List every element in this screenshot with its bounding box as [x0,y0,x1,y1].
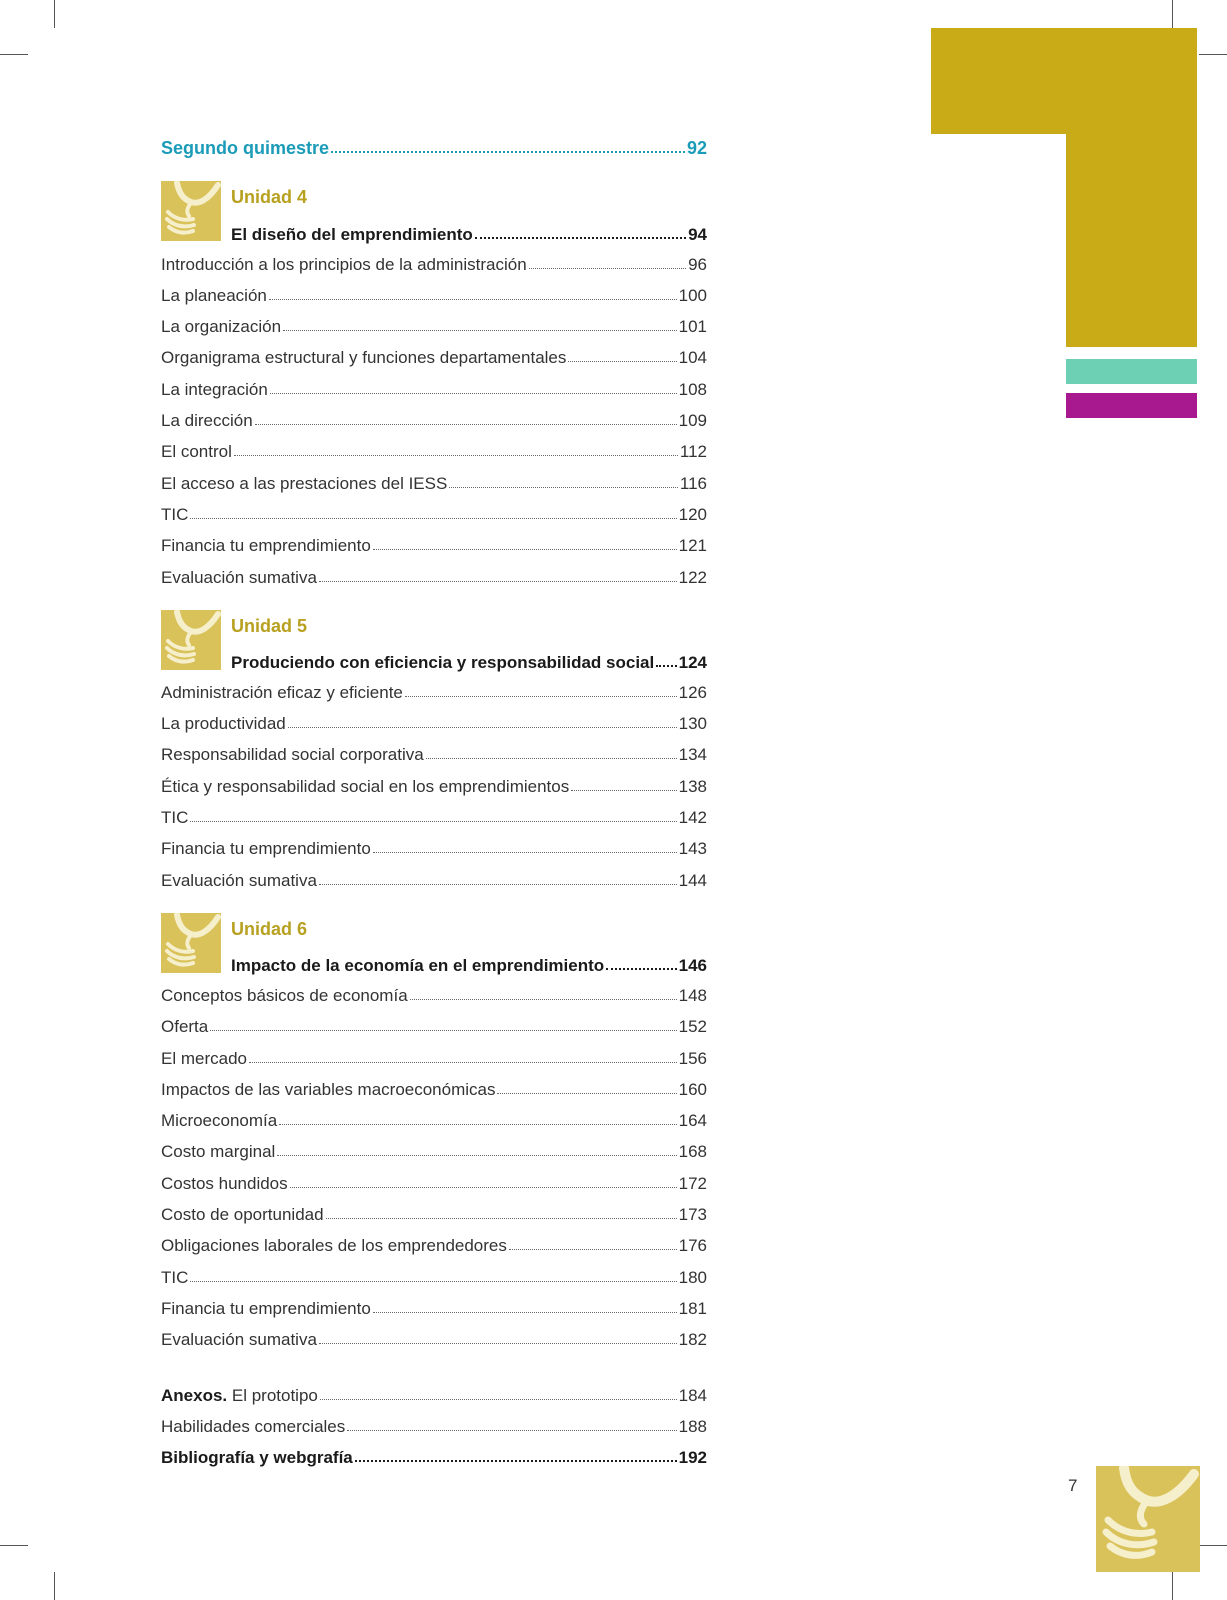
toc-entry[interactable] [161,1037,707,1068]
dot-leader [571,790,676,791]
toc-entry-title: La organización [161,317,282,337]
dot-leader [190,518,676,519]
toc-entry-page: 100 [678,285,707,305]
toc-unit-title[interactable] [231,213,707,244]
dot-leader [190,821,676,822]
dot-leader [568,361,676,362]
dot-leader [331,151,685,153]
toc-entry-page: 188 [678,1416,707,1436]
toc-entry-page: 134 [678,745,707,765]
toc-entry-title: Costo marginal [161,1142,276,1162]
toc-entry-page: 121 [678,536,707,556]
dot-leader [656,665,676,667]
toc-entry-page: 122 [678,567,707,587]
teal-bar [1066,359,1197,384]
dot-leader [529,268,686,269]
toc-entry-page: 108 [678,379,707,399]
toc-entry-title: La planeación [161,285,267,305]
toc-entry-title: Conceptos básicos de economía [161,985,408,1005]
dot-leader [410,999,677,1000]
toc-entry-title: La integración [161,379,268,399]
toc-entry-page: 192 [678,1448,707,1468]
dot-leader [277,1155,676,1156]
dot-leader [270,393,677,394]
toc-entry[interactable] [161,1319,707,1350]
dot-leader [288,727,677,728]
dot-leader [347,1430,676,1431]
toc-entry-title: Evaluación sumativa [161,567,317,587]
toc-entry-page: 101 [678,317,707,337]
toc-entry-page: 92 [686,138,707,159]
hand-icon [161,181,221,241]
toc-entry-page: 152 [678,1017,707,1037]
dot-leader [355,1460,677,1462]
toc-entry-page: 116 [679,473,707,493]
crop-mark [54,0,55,28]
unit-label: Unidad 4 [231,187,308,208]
toc-entry[interactable] [161,494,707,525]
toc-entry-habilidades[interactable] [161,1406,707,1437]
toc-entry-page: 96 [688,254,707,274]
toc-entry-page: 182 [678,1330,707,1350]
unit-6-header [161,913,707,975]
dot-leader [249,1062,677,1063]
toc-entry[interactable] [161,1131,707,1162]
unit-4-header [161,181,707,243]
toc-entry[interactable] [161,400,707,431]
dot-leader [319,581,677,582]
toc-entry-title: Evaluación sumativa [161,1330,317,1350]
toc-entry-title: Financia tu emprendimiento [161,839,371,859]
toc-entry-title: Introducción a los principios de la administración [161,254,527,274]
unit-label: Unidad 5 [231,615,308,636]
toc-entry[interactable] [161,859,707,890]
toc-entry[interactable] [161,1100,707,1131]
dot-leader [326,1218,677,1219]
crop-mark [1172,1572,1173,1600]
toc-entry-title: Evaluación sumativa [161,870,317,890]
toc-entry[interactable] [161,1194,707,1225]
toc-entry-title: Costo de oportunidad [161,1205,324,1225]
toc-entry-page: 156 [678,1048,707,1068]
crop-mark [0,1545,28,1546]
dot-leader [255,424,677,425]
dot-leader [279,1124,676,1125]
toc-entry-page: 172 [678,1173,707,1193]
toc-entry[interactable] [161,1069,707,1100]
toc-entry[interactable] [161,828,707,859]
toc-entry-page: 148 [678,985,707,1005]
toc-entry-title: Organigrama estructural y funciones departamentales [161,348,567,368]
gold-vertical-bar [1066,134,1197,347]
toc-entry-page: 126 [678,682,707,702]
toc-entry-title: El diseño del emprendimiento [231,224,473,244]
anexos-title: El prototipo [231,1385,318,1405]
toc-entry-page: 112 [679,442,707,462]
toc-entry-title: TIC [161,808,189,828]
toc-entry-page: 184 [678,1385,707,1405]
dot-leader [373,1312,677,1313]
toc-entry[interactable] [161,797,707,828]
toc-entry-title: Costos hundidos [161,1173,288,1193]
toc-entry[interactable] [161,337,707,368]
toc-entry-page: 124 [678,652,707,672]
toc-entry-title: Impactos de las variables macroeconómicas [161,1079,496,1099]
hand-icon [161,913,221,973]
anexos-label: Anexos. [161,1385,228,1405]
toc-entry[interactable] [161,1006,707,1037]
toc-entry-page: 164 [678,1111,707,1131]
dot-leader [320,1399,677,1400]
page-number: 7 [1068,1476,1078,1495]
unit-label: Unidad 6 [231,918,308,939]
toc-entry[interactable] [161,306,707,337]
toc-entry[interactable] [161,243,707,274]
crop-mark [1172,0,1173,28]
toc-entry[interactable] [161,672,707,703]
toc-entry-page: 168 [678,1142,707,1162]
corner-hand-icon [1096,1466,1200,1572]
hand-icon [161,610,221,670]
unit-5-header [161,610,707,672]
toc-entry-page: 142 [678,808,707,828]
dot-leader [373,549,677,550]
crop-mark [0,54,28,55]
toc-entry-title: Bibliografía y webgrafía [161,1448,353,1468]
toc-entry-title: El acceso a las prestaciones del IESS [161,473,448,493]
toc-entry-title: Financia tu emprendimiento [161,1298,371,1318]
magenta-bar [1066,393,1197,418]
toc-entry-title: Habilidades comerciales [161,1416,346,1436]
crop-mark [54,1572,55,1600]
toc-entry[interactable] [161,734,707,765]
dot-leader [509,1249,677,1250]
toc-entry[interactable] [161,431,707,462]
toc-entry-page: 144 [678,870,707,890]
toc-entry-page: 104 [678,348,707,368]
toc-entry-bibliografia[interactable] [161,1437,707,1468]
toc-entry-title: Administración eficaz y eficiente [161,682,403,702]
dot-leader [210,1030,676,1031]
toc-entry-anexos[interactable] [161,1374,707,1405]
toc-unit-title[interactable] [231,642,707,673]
dot-leader [190,1281,676,1282]
toc-entry-title: TIC [161,504,189,524]
toc-unit-title[interactable] [231,945,707,976]
toc-entry[interactable] [161,765,707,796]
dot-leader [234,455,678,456]
toc-entry-title: La productividad [161,714,286,734]
toc-entry-page: 146 [678,955,707,975]
toc-entry-title: Oferta [161,1017,209,1037]
toc-entry-page: 180 [678,1267,707,1287]
toc-entry-title: Microeconomía [161,1111,278,1131]
dot-leader [319,1343,677,1344]
toc-entry[interactable] [161,1288,707,1319]
toc-entry[interactable] [161,703,707,734]
dot-leader [497,1093,676,1094]
dot-leader [426,758,677,759]
toc-entry-page: 160 [678,1079,707,1099]
dot-leader [606,968,676,970]
toc-entry-page: 120 [678,504,707,524]
toc-entry-title: Segundo quimestre [161,138,330,159]
table-of-contents [161,128,707,1468]
toc-entry-page: 138 [678,776,707,796]
dot-leader [290,1187,677,1188]
toc-entry-title: Obligaciones laborales de los emprendedores [161,1236,507,1256]
toc-entry-title: El control [161,442,232,462]
dot-leader [319,884,677,885]
toc-entry[interactable] [161,1162,707,1193]
toc-entry-title: Produciendo con eficiencia y responsabilidad social [231,652,655,672]
toc-entry[interactable] [161,1225,707,1256]
toc-entry-page: 173 [678,1205,707,1225]
toc-entry-title: El mercado [161,1048,247,1068]
toc-entry[interactable] [161,525,707,556]
toc-entry-page: 176 [678,1236,707,1256]
gold-header-bar [931,28,1197,134]
toc-entry-page: 143 [678,839,707,859]
dot-leader [269,299,677,300]
dot-leader [283,330,677,331]
toc-entry[interactable] [161,462,707,493]
dot-leader [405,696,677,697]
dot-leader [373,852,677,853]
toc-entry[interactable] [161,556,707,587]
toc-entry-title: TIC [161,1267,189,1287]
toc-entry-title: Responsabilidad social corporativa [161,745,424,765]
toc-entry-title: Impacto de la economía en el emprendimiento [231,955,605,975]
toc-entry-page: 130 [678,714,707,734]
toc-entry-title [161,1386,318,1406]
toc-entry-title: Financia tu emprendimiento [161,536,371,556]
toc-entry[interactable] [161,975,707,1006]
dot-leader [449,487,678,488]
toc-entry-title: Ética y responsabilidad social en los emprendimientos [161,776,570,796]
toc-entry[interactable] [161,275,707,306]
toc-entry-title: La dirección [161,411,253,431]
toc-entry[interactable] [161,1256,707,1287]
toc-semester-heading[interactable] [161,128,707,159]
dot-leader [475,237,686,239]
toc-entry-page: 109 [678,411,707,431]
crop-mark [1199,54,1227,55]
toc-entry-page: 94 [688,224,707,244]
toc-entry-page: 181 [678,1298,707,1318]
toc-entry[interactable] [161,368,707,399]
crop-mark [1199,1545,1227,1546]
